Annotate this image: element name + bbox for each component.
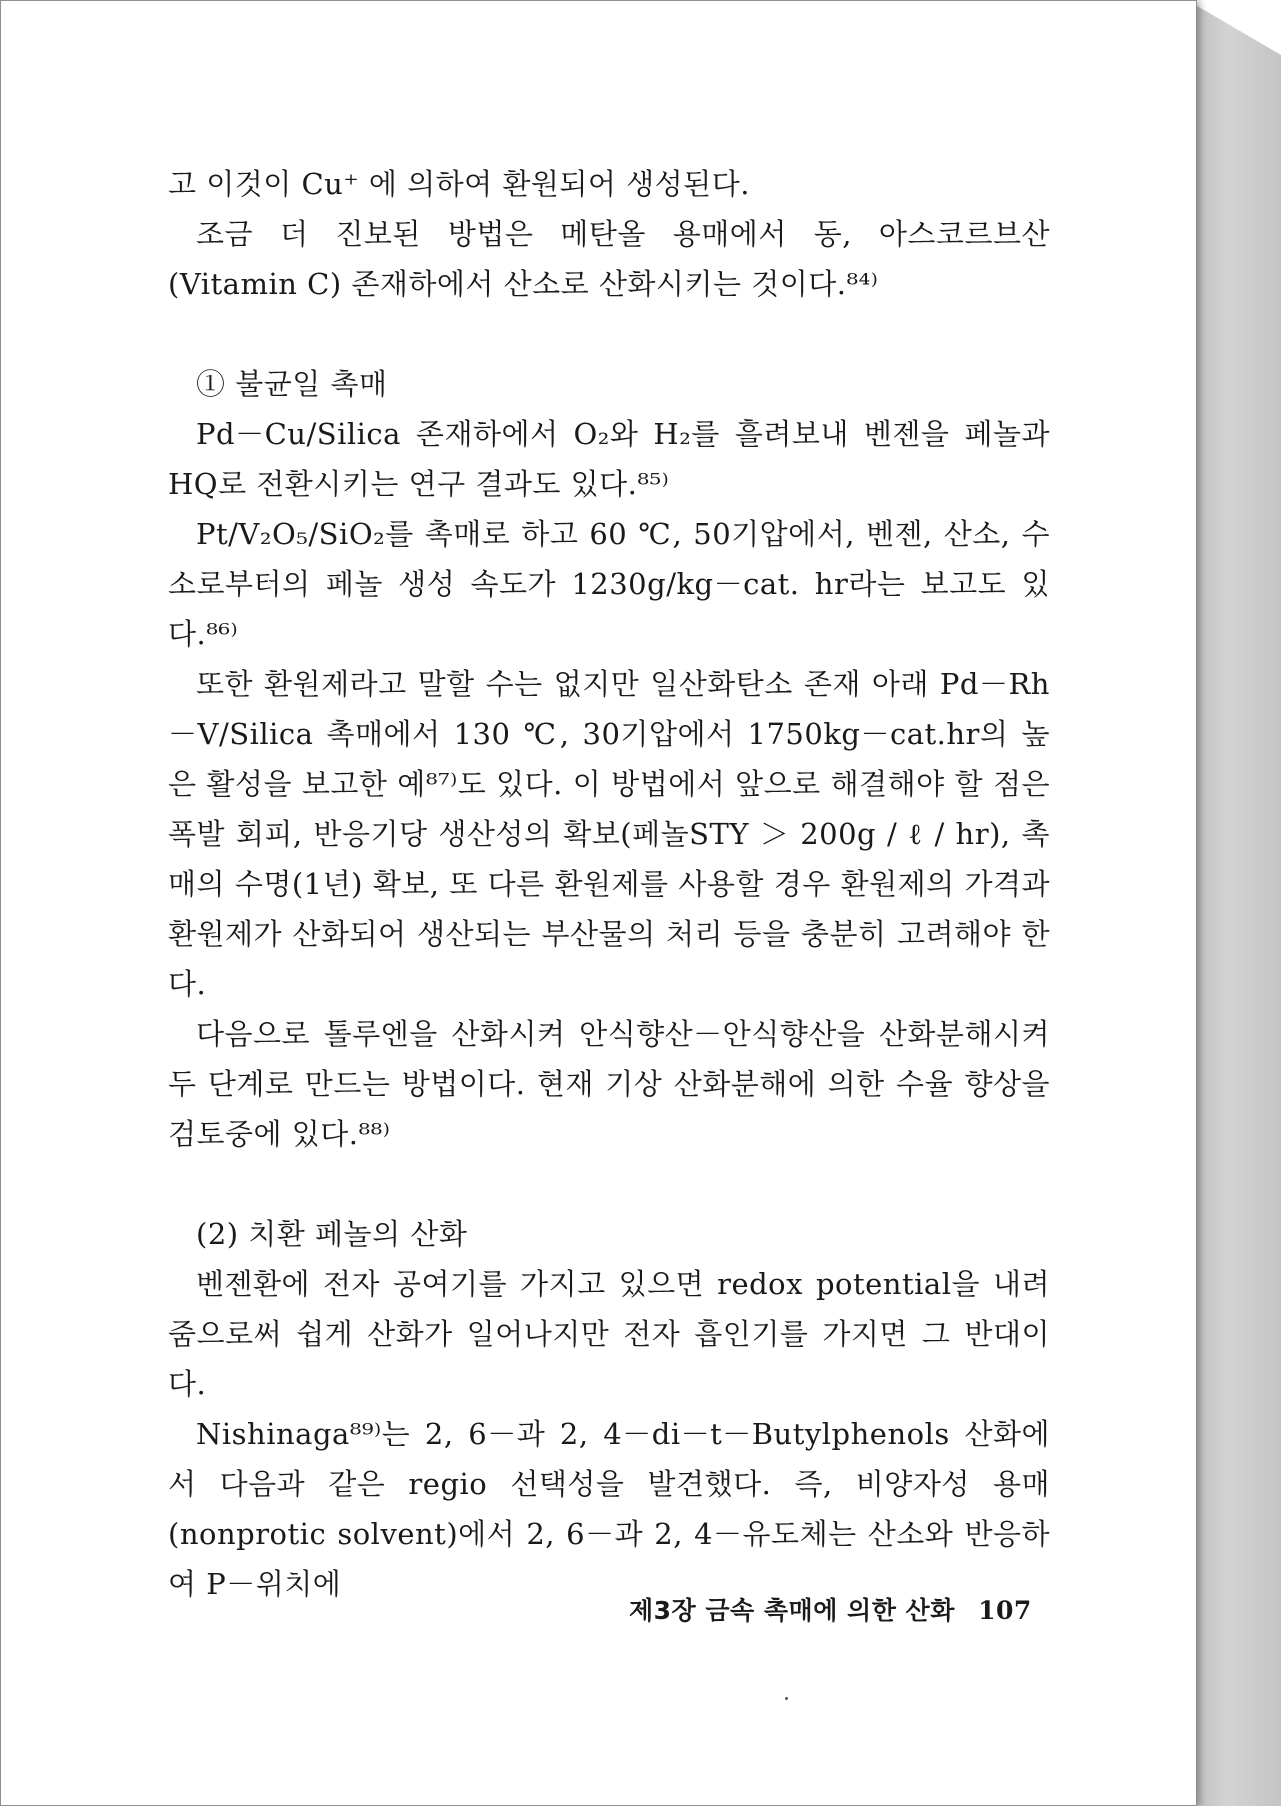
spacer bbox=[168, 1159, 1050, 1209]
paragraph-2: 조금 더 진보된 방법은 메탄올 용매에서 동, 아스코르브산(Vitamin C) 존재하에서 산소로 산화시키는 것이다.⁸⁴⁾ bbox=[168, 217, 1050, 301]
paragraph-6: 다음으로 톨루엔을 산화시켜 안식향산－안식향산을 산화분해시켜 두 단계로 만드는 방법이다. 현재 기상 산화분해에 의한 수율 향상을 검토중에 있다.⁸⁸⁾ bbox=[168, 1017, 1050, 1151]
running-footer bbox=[629, 1591, 1032, 1627]
paragraph-5: 또한 환원제라고 말할 수는 없지만 일산화탄소 존재 아래 Pd－Rh－V/Silica 촉매에서 130 ℃, 30기압에서 1750kg－cat.hr의 높은 활성을 보고한 예⁸⁷⁾도 있다. 이 방법에서 앞으로 해결해야 할 점은 폭발 회피, 반응기당 생산성의 확보(페놀STY ＞ 200g / ℓ / hr), 촉매의 수명(1년) 확보, 또 다른 환원제를 사용할 경우 환원제의 가격과 환원제가 산화되어 생산되는 부산물의 처리 등을 충분히 고려해야 한다. bbox=[168, 667, 1050, 1001]
book-page-edges bbox=[1187, 0, 1281, 1806]
page-body bbox=[168, 159, 1050, 1609]
chapter-title: 제3장 금속 촉매에 의한 산화 bbox=[629, 1596, 955, 1625]
scan-speck bbox=[785, 1697, 788, 1700]
paragraph-7: 벤젠환에 전자 공여기를 가지고 있으면 redox potential을 내려줌으로써 쉽게 산화가 일어나지만 전자 흡인기를 가지면 그 반대이다. bbox=[168, 1267, 1050, 1401]
page-number: 107 bbox=[978, 1596, 1032, 1625]
paragraph-1: 고 이것이 Cu⁺ 에 의하여 환원되어 생성된다. bbox=[168, 167, 750, 201]
paragraph-3: Pd－Cu/Silica 존재하에서 O₂와 H₂를 흘려보내 벤젠을 페놀과 HQ로 전환시키는 연구 결과도 있다.⁸⁵⁾ bbox=[168, 417, 1050, 501]
paragraph-4: Pt/V₂O₅/SiO₂를 촉매로 하고 60 ℃, 50기압에서, 벤젠, 산소, 수소로부터의 페놀 생성 속도가 1230g/kg－cat. hr라는 보고도 있다.⁸⁶⁾ bbox=[168, 517, 1050, 651]
paragraph-8: Nishinaga⁸⁹⁾는 2, 6－과 2, 4－di－t－Butylphenols 산화에서 다음과 같은 regio 선택성을 발견했다. 즉, 비양자성 용매(nonprotic solvent)에서 2, 6－과 2, 4－유도체는 산소와 반응하여 P－위치에 bbox=[168, 1417, 1050, 1601]
spacer bbox=[168, 309, 1050, 359]
section-heading-heterogeneous-catalyst: ① 불균일 촉매 bbox=[196, 367, 388, 401]
section-heading-substituted-phenol: (2) 치환 페놀의 산화 bbox=[196, 1217, 468, 1251]
